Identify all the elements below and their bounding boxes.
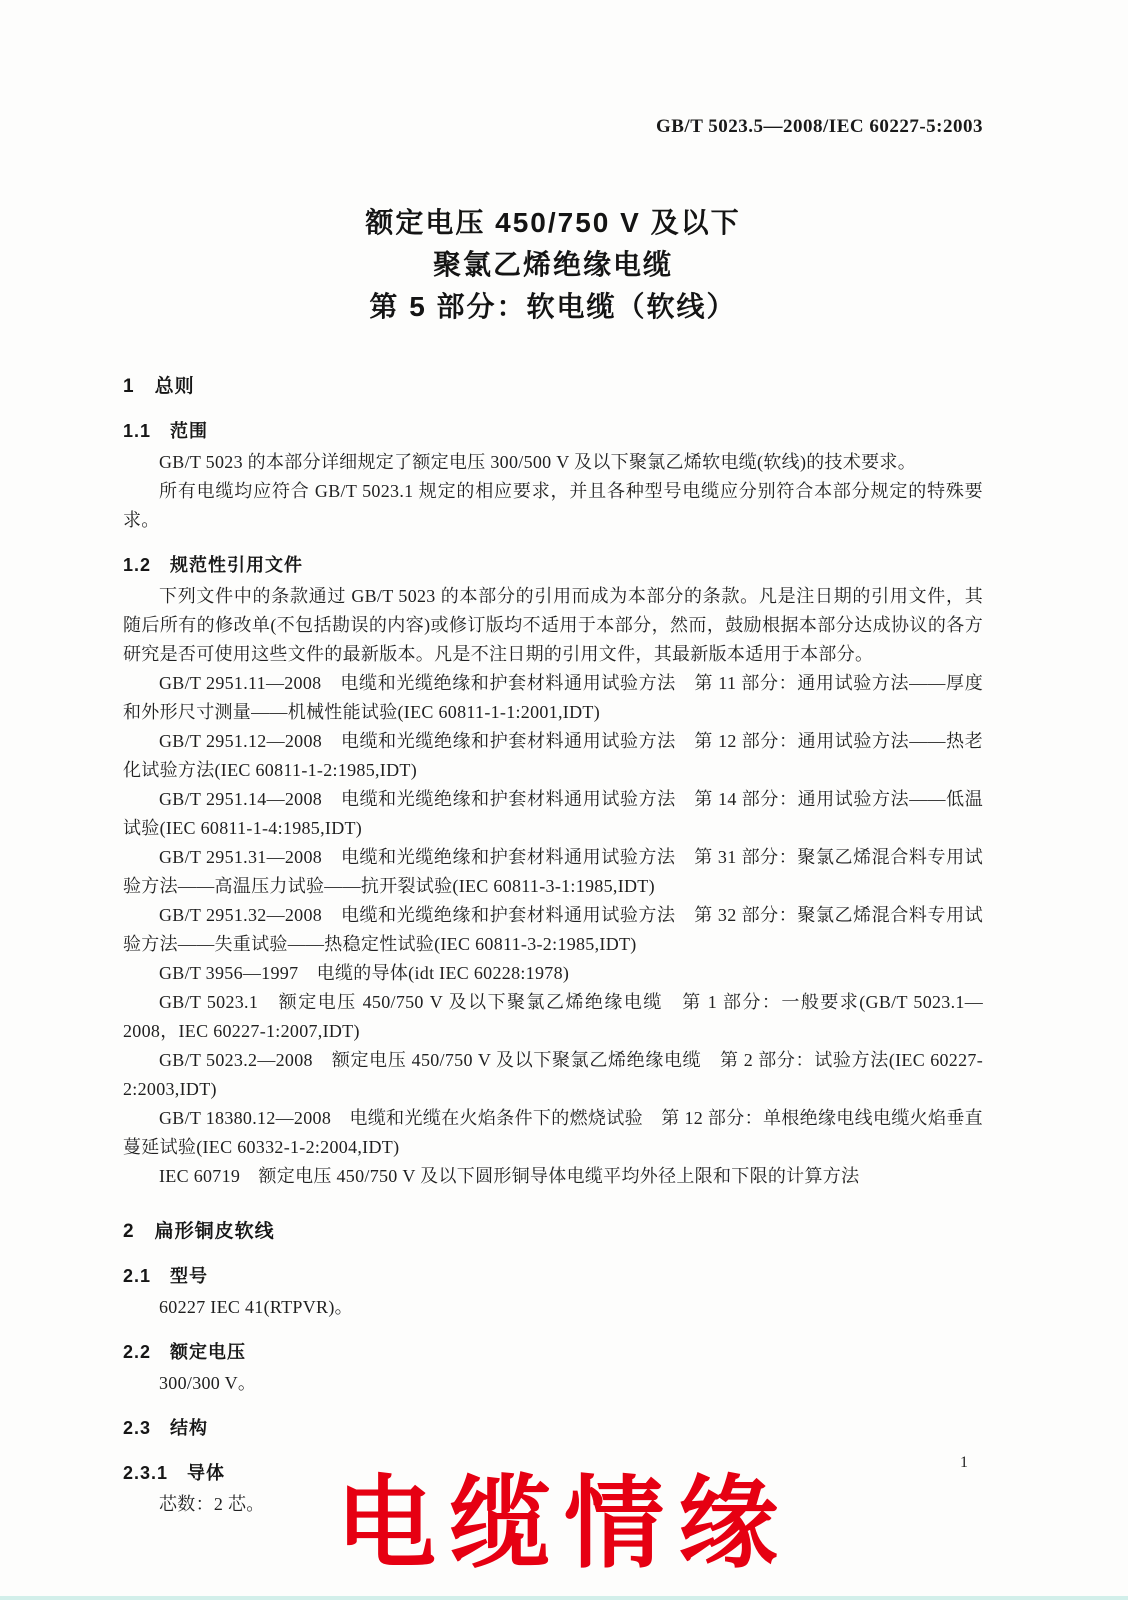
section-2-2-heading: 2.2 额定电压 [123,1342,247,1362]
reference-entry: GB/T 2951.11—2008 电缆和光缆绝缘和护套材料通用试验方法 第 11 部分：通用试验方法——厚度和外形尺寸测量——机械性能试验(IEC 60811-1-1:2001,IDT) [123,673,983,722]
reference-entry: GB/T 2951.32—2008 电缆和光缆绝缘和护套材料通用试验方法 第 32 部分：聚氯乙烯混合料专用试验方法——失重试验——热稳定性试验(IEC 60811-3-2:1985,IDT) [123,905,983,954]
model-designation: 60227 IEC 41(RTPVR)。 [159,1297,353,1317]
reference-entry: GB/T 2951.31—2008 电缆和光缆绝缘和护套材料通用试验方法 第 31 部分：聚氯乙烯混合料专用试验方法——高温压力试验——抗开裂试验(IEC 60811-3-1:1985,IDT) [123,847,983,896]
title-line-3: 第 5 部分：软电缆（软线） [369,291,737,322]
section-1-1-heading: 1.1 范围 [123,421,209,441]
red-watermark-text: 电缆情缘 [336,1464,792,1582]
page-number: 1 [960,1454,968,1471]
scope-paragraph-1: GB/T 5023 的本部分详细规定了额定电压 300/500 V 及以下聚氯乙烯软电缆(软线)的技术要求。 [159,452,917,472]
reference-entry: IEC 60719 额定电压 450/750 V 及以下圆形铜导体电缆平均外径上限和下限的计算方法 [159,1166,860,1186]
section-1-2-heading: 1.2 规范性引用文件 [123,555,304,575]
section-2-1-heading: 2.1 型号 [123,1266,209,1286]
reference-entry: GB/T 5023.2—2008 额定电压 450/750 V 及以下聚氯乙烯绝缘电缆 第 2 部分：试验方法(IEC 60227-2:2003,IDT) [123,1050,983,1099]
reference-entry: GB/T 18380.12—2008 电缆和光缆在火焰条件下的燃烧试验 第 12 部分：单根绝缘电线电缆火焰垂直蔓延试验(IEC 60332-1-2:2004,IDT) [123,1108,983,1157]
scope-paragraph-2: 所有电缆均应符合 GB/T 5023.1 规定的相应要求，并且各种型号电缆应分别符合本部分规定的特殊要求。 [123,481,983,530]
reference-entry: GB/T 5023.1 额定电压 450/750 V 及以下聚氯乙烯绝缘电缆 第 1 部分：一般要求(GB/T 5023.1—2008，IEC 60227-1:2007,IDT) [123,992,983,1041]
standard-code-header: GB/T 5023.5—2008/IEC 60227-5:2003 [655,116,983,137]
rated-voltage-value: 300/300 V。 [159,1373,257,1393]
document-title [123,202,983,328]
reference-entry: GB/T 2951.14—2008 电缆和光缆绝缘和护套材料通用试验方法 第 14 部分：通用试验方法——低温试验(IEC 60811-1-4:1985,IDT) [123,789,983,838]
section-2-heading: 2 扁形铜皮软线 [123,1221,275,1242]
title-line-1: 额定电压 450/750 V 及以下 [365,207,741,238]
normative-refs-intro: 下列文件中的条款通过 GB/T 5023 的本部分的引用而成为本部分的条款。凡是注日期的引用文件，其随后所有的修改单(不包括勘误的内容)或修订版均不适用于本部分，然而，鼓励根据本部分达成协议的各方研究是否可使用这些文件的最新版本。凡是不注日期的引用文件，其最新版本适用于本部分。 [123,586,983,664]
reference-entry: GB/T 2951.12—2008 电缆和光缆绝缘和护套材料通用试验方法 第 12 部分：通用试验方法——热老化试验方法(IEC 60811-1-2:1985,IDT) [123,731,983,780]
title-line-2: 聚氯乙烯绝缘电缆 [432,249,673,280]
bottom-edge-strip [0,1596,1128,1600]
document-body [123,0,983,1519]
reference-entry: GB/T 3956—1997 电缆的导体(idt IEC 60228:1978) [159,963,570,983]
section-2-3-heading: 2.3 结构 [123,1418,209,1438]
section-2-3-1-heading: 2.3.1 导体 [123,1463,226,1483]
section-1-heading: 1 总则 [123,376,195,397]
conductor-core-count: 芯数：2 芯。 [159,1494,265,1514]
